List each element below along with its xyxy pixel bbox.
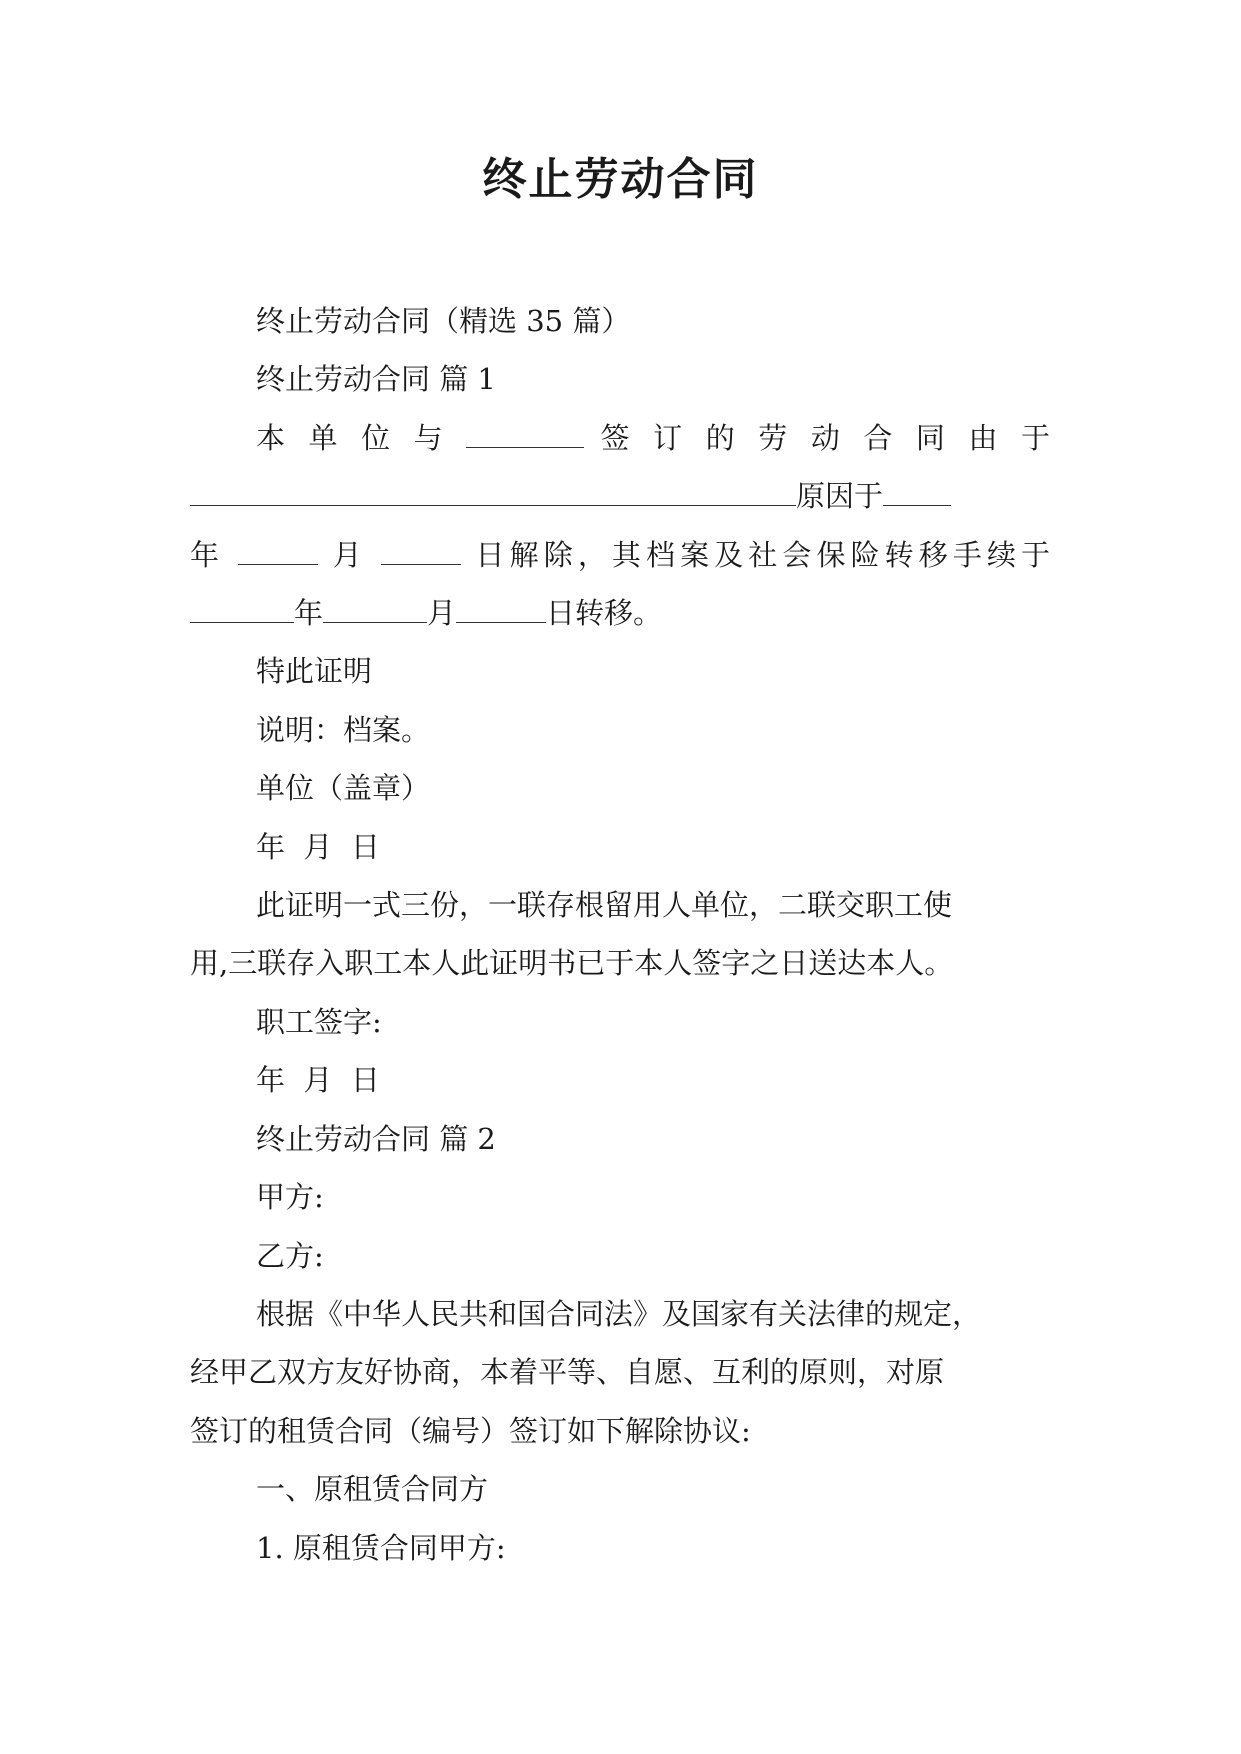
basis-line-3: 签订的租赁合同（编号）签订如下解除协议: <box>190 1413 751 1448</box>
blank-underline <box>381 536 461 565</box>
party-a: 甲方: <box>256 1180 324 1215</box>
copies-line-2: 用,三联存入职工本人此证明书已于本人签字之日送达本人。 <box>190 946 954 981</box>
subtitle: 终止劳动合同（精选 35 篇） <box>256 304 631 338</box>
s1-line4-text-c: 日转移。 <box>546 596 663 631</box>
employee-signature: 职工签字: <box>256 1004 382 1039</box>
section-1-line-1 <box>190 409 1050 467</box>
basis-line-1: 根据《中华人民共和国合同法》及国家有关法律的规定， <box>256 1296 982 1331</box>
party-b: 乙方: <box>256 1238 324 1273</box>
section-1-line-4 <box>190 584 1050 642</box>
s1-line3-text-c: 日解除，其档案及社会保险转移手续于 <box>475 537 1051 572</box>
s1-line3-text-b: 月 <box>332 537 367 572</box>
blank-underline <box>456 594 546 623</box>
special-proof: 特此证明 <box>256 654 373 689</box>
blank-underline <box>883 478 951 507</box>
s1-line4-text-b: 月 <box>427 596 457 631</box>
document-title: 终止劳动合同 <box>482 154 759 205</box>
blank-underline <box>190 478 796 507</box>
s1-line3-text-a: 年 <box>190 537 225 572</box>
s1-line4-text-a: 年 <box>294 596 324 631</box>
basis-line-2: 经甲乙双方友好协商，本着平等、自愿、互利的原则，对原 <box>190 1355 945 1390</box>
section-1-line-3 <box>190 526 1050 584</box>
blank-underline <box>466 419 584 448</box>
section-2-heading: 终止劳动合同 篇 2 <box>256 1121 496 1156</box>
blank-underline <box>323 594 427 623</box>
section-1-line-2 <box>190 467 1050 525</box>
copies-line-1: 此证明一式三份，一联存根留用人单位，二联交职工使 <box>256 888 953 923</box>
date-line: 年 月 日 <box>256 1063 380 1098</box>
s1-line1-text-a: 本 单 位 与 <box>256 420 450 455</box>
date-line: 年 月 日 <box>256 829 380 864</box>
note: 说明：档案。 <box>256 712 431 747</box>
item-one: 一、原租赁合同方 <box>256 1472 489 1507</box>
blank-underline <box>190 594 294 623</box>
blank-underline <box>238 536 318 565</box>
s1-line1-text-b: 签 订 的 劳 动 合 同 由 于 <box>600 420 1051 455</box>
section-1-heading: 终止劳动合同 篇 1 <box>256 362 496 397</box>
document-body <box>190 292 1050 1577</box>
s1-line2-text-a: 原因于 <box>796 479 884 514</box>
unit-seal: 单位（盖章） <box>256 771 431 806</box>
item-one-1: 1. 原租赁合同甲方: <box>256 1530 506 1565</box>
